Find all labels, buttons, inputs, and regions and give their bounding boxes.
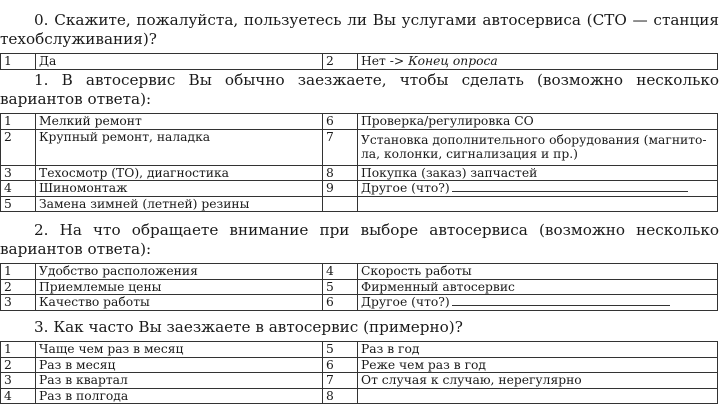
question-3-text: 3. Как часто Вы заезжаете в автосервис (примерно)? — [34, 318, 463, 336]
table-row — [1, 388, 718, 404]
option-label-text: Нет -> — [361, 54, 405, 68]
question-2 — [0, 221, 719, 258]
question-1-text: 1. В автосервис Вы обычно заезжаете, чтобы сделать (возможно несколько вариантов ответа): — [0, 71, 719, 108]
option-label[interactable]: Раз в полгода — [36, 388, 323, 404]
option-number: 8 — [323, 388, 358, 404]
question-1 — [0, 71, 719, 108]
table-row — [1, 114, 718, 130]
option-number: 7 — [323, 129, 358, 165]
table-row — [1, 165, 718, 181]
table-row — [1, 54, 718, 70]
option-label[interactable]: Крупный ремонт, наладка — [36, 129, 323, 165]
option-number: 3 — [1, 165, 36, 181]
option-label[interactable]: Качество работы — [36, 295, 323, 311]
option-label[interactable]: Раз в год — [358, 342, 718, 358]
option-number: 4 — [1, 388, 36, 404]
table-row — [1, 295, 718, 311]
option-label[interactable]: Мелкий ремонт — [36, 114, 323, 130]
table-row — [1, 196, 718, 212]
table-row — [1, 342, 718, 358]
option-label[interactable]: Замена зимней (летней) резины — [36, 196, 323, 212]
option-number: 5 — [1, 196, 36, 212]
option-italic-note: Конец опроса — [408, 54, 498, 68]
other-answer-line[interactable] — [452, 181, 688, 192]
option-label[interactable] — [358, 181, 718, 197]
option-label[interactable]: Установка дополнительного оборудования (магнито-ла, колонки, сигнализация и пр.) — [358, 129, 718, 165]
option-label[interactable]: Покупка (заказ) запчастей — [358, 165, 718, 181]
option-number: 4 — [1, 181, 36, 197]
option-number: 6 — [323, 357, 358, 373]
option-label[interactable] — [358, 54, 718, 70]
option-number: 1 — [1, 54, 36, 70]
option-number: 4 — [323, 264, 358, 280]
question-0-options — [0, 53, 718, 70]
option-number: 8 — [323, 165, 358, 181]
option-label-text: Другое (что?) — [361, 295, 450, 309]
table-row — [1, 357, 718, 373]
option-number: 6 — [323, 114, 358, 130]
option-label[interactable]: Техосмотр (ТО), диагностика — [36, 165, 323, 181]
other-answer-line[interactable] — [452, 295, 670, 306]
option-number — [323, 196, 358, 212]
option-label[interactable]: Раз в месяц — [36, 357, 323, 373]
option-label-text: Другое (что?) — [361, 181, 450, 195]
question-1-options — [0, 113, 718, 212]
question-3-options — [0, 341, 718, 404]
option-label[interactable]: Фирменный автосервис — [358, 279, 718, 295]
option-number: 3 — [1, 295, 36, 311]
option-number: 2 — [1, 357, 36, 373]
option-number: 2 — [323, 54, 358, 70]
option-label[interactable]: Проверка/регулировка СО — [358, 114, 718, 130]
table-row — [1, 373, 718, 389]
option-number: 1 — [1, 264, 36, 280]
option-number: 9 — [323, 181, 358, 197]
option-label[interactable]: Приемлемые цены — [36, 279, 323, 295]
option-number: 5 — [323, 342, 358, 358]
option-label[interactable]: Удобство расположения — [36, 264, 323, 280]
table-row — [1, 129, 718, 165]
option-number: 2 — [1, 279, 36, 295]
option-number: 1 — [1, 114, 36, 130]
option-number: 2 — [1, 129, 36, 165]
option-label[interactable]: От случая к случаю, нерегулярно — [358, 373, 718, 389]
table-row — [1, 181, 718, 197]
table-row — [1, 279, 718, 295]
option-number: 3 — [1, 373, 36, 389]
option-label — [358, 388, 718, 404]
option-number: 5 — [323, 279, 358, 295]
question-2-options — [0, 263, 718, 311]
option-label — [358, 196, 718, 212]
option-label[interactable]: Да — [36, 54, 323, 70]
question-0-text: 0. Скажите, пожалуйста, пользуетесь ли Вы услугами автосервиса (СТО — станция техобслуживания)? — [0, 11, 719, 48]
option-number: 1 — [1, 342, 36, 358]
option-label[interactable]: Раз в квартал — [36, 373, 323, 389]
option-label[interactable]: Чаще чем раз в месяц — [36, 342, 323, 358]
option-label[interactable] — [358, 295, 718, 311]
option-number: 6 — [323, 295, 358, 311]
question-2-text: 2. На что обращаете внимание при выборе автосервиса (возможно несколько вариантов ответа): — [0, 221, 719, 258]
question-0 — [0, 11, 719, 48]
question-3 — [0, 318, 719, 337]
option-label[interactable]: Реже чем раз в год — [358, 357, 718, 373]
option-label[interactable]: Скорость работы — [358, 264, 718, 280]
table-row — [1, 264, 718, 280]
option-label[interactable]: Шиномонтаж — [36, 181, 323, 197]
option-number: 7 — [323, 373, 358, 389]
